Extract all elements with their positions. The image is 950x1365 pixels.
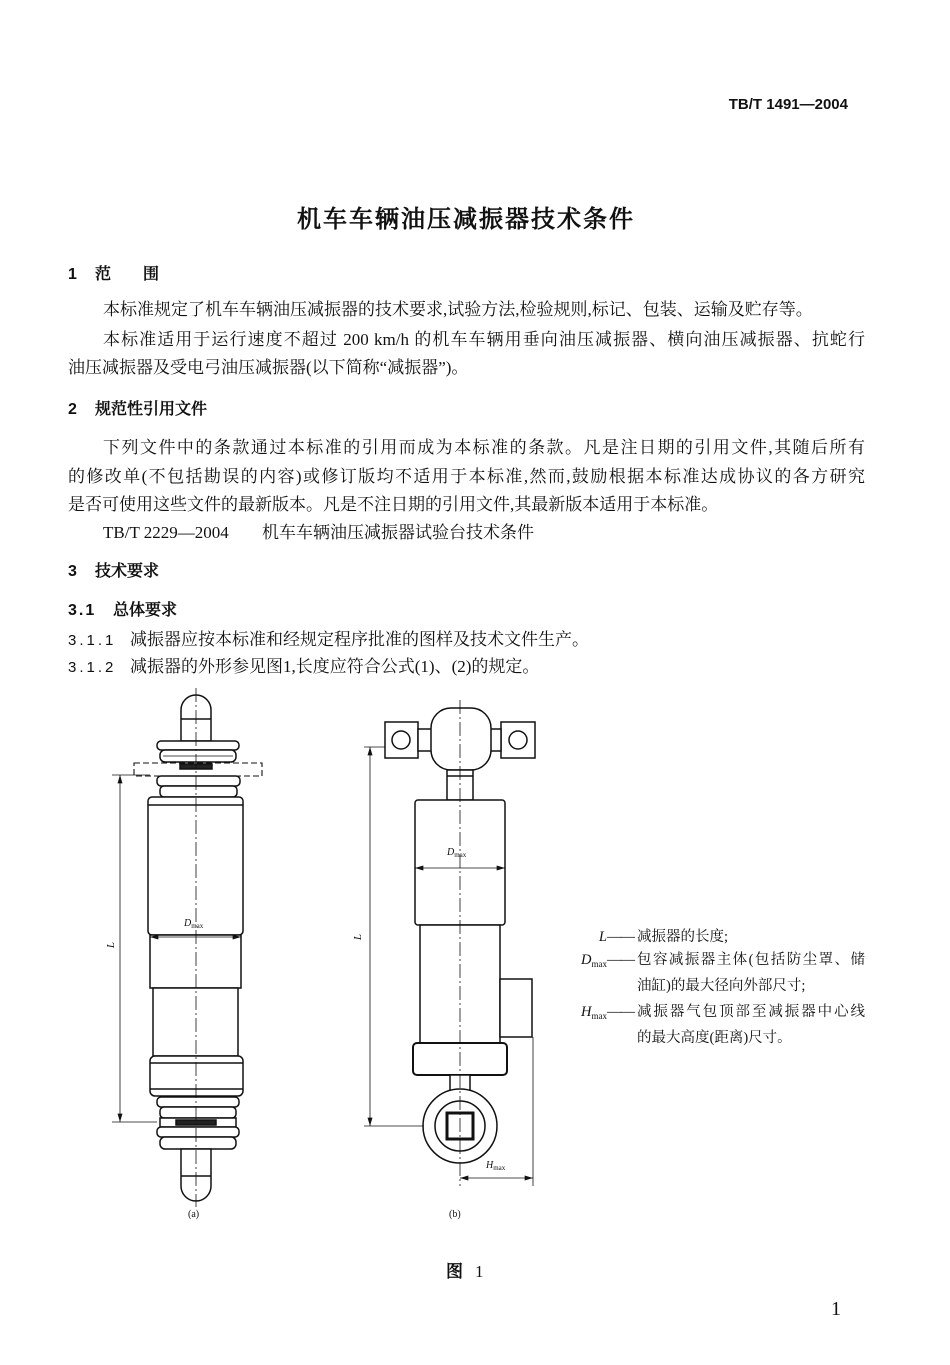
legend-symbol	[560, 928, 607, 946]
section-2-paragraph-line-3: 是否可使用这些文件的最新版本。凡是不注日期的引用文件,其最新版本适用于本标准。	[68, 495, 719, 514]
section-title: 规范性引用文件	[95, 401, 208, 418]
subfigure-label-a: (a)	[188, 1209, 200, 1220]
dmax-symbol: D	[184, 918, 192, 929]
clause-text: 减振器的外形参见图1,长度应符合公式(1)、(2)的规定。	[130, 657, 540, 676]
dmax-subscript: max	[454, 851, 467, 859]
legend-symbol-letter: D	[581, 952, 592, 968]
section-2-paragraph-line-2: 的修改单(不包括勘误的内容)或修订版均不适用于本标准,然而,鼓励根据本标准达成协议的各方研究	[68, 467, 865, 486]
cylinder-upper	[150, 935, 241, 988]
standard-code-header: TB/T 1491—2004	[728, 96, 848, 113]
section-title: 范 围	[95, 266, 160, 283]
figure-caption-prefix: 图	[446, 1262, 463, 1281]
shock-absorber-b	[364, 700, 535, 1186]
legend-symbol-subscript: max	[591, 959, 607, 969]
top-washer	[157, 741, 239, 750]
figure-caption-number: 1	[475, 1262, 484, 1281]
legend-item-length	[560, 928, 865, 946]
right-lug-hole	[509, 731, 527, 749]
legend-description: 减振器气包顶部至减振器中心线	[637, 1004, 865, 1020]
legend-symbol-letter: L	[598, 929, 607, 945]
cylinder-middle	[153, 988, 238, 1056]
side-reservoir	[500, 979, 532, 1037]
page-number: 1	[831, 1298, 841, 1320]
dmax-subscript: max	[191, 922, 204, 930]
top-rubber-pad-lower	[160, 786, 237, 797]
bottom-washer	[157, 1097, 239, 1107]
clause-text: 减振器应按本标准和经规定程序批准的图样及技术文件生产。	[130, 630, 589, 649]
dmax-symbol: D	[447, 847, 455, 858]
reference-name: 机车车辆油压减振器试验台技术条件	[262, 523, 534, 542]
legend-symbol-subscript: max	[591, 1011, 607, 1021]
section-1-paragraph-2-line-2: 油压减振器及受电弓油压减振器(以下简称“减振器”)。	[68, 358, 469, 377]
document-title: 机车车辆油压减振器技术条件	[297, 206, 635, 233]
shock-absorber-a	[112, 688, 262, 1207]
section-2-paragraph-line-1: 下列文件中的条款通过本标准的引用而成为本标准的条款。凡是注日期的引用文件,其随后所有	[103, 438, 865, 457]
top-washer-lower	[157, 776, 240, 786]
legend-symbol-letter: H	[581, 1004, 592, 1020]
section-number: 1	[68, 266, 77, 283]
section-1-paragraph-2-line-1: 本标准适用于运行速度不超过 200 km/h 的机车车辆用垂向油压减振器、横向油压减振器、抗蛇行	[103, 330, 865, 349]
clause-number: 3.1.2	[68, 659, 117, 676]
legend-dmax-continuation: 油缸)的最大径向外部尺寸;	[637, 978, 806, 994]
legend-dash: ——	[607, 952, 634, 968]
legend-item-dmax	[560, 951, 865, 969]
cylinder-bottom-cap	[150, 1056, 243, 1096]
length-label-b: L	[352, 933, 365, 941]
legend-dash: ——	[607, 1004, 634, 1020]
left-lug-arm	[418, 729, 432, 751]
legend-dash: ——	[607, 929, 634, 945]
dmax-label-a	[184, 918, 203, 930]
legend-description: 减振器的长度;	[637, 929, 729, 945]
legend-hmax-continuation: 的最大高度(距离)尺寸。	[637, 1030, 792, 1046]
subsection-title: 总体要求	[113, 602, 178, 619]
legend-symbol	[560, 1003, 607, 1021]
bottom-rubber-pad	[160, 1107, 236, 1118]
legend-symbol	[560, 951, 607, 969]
section-1-paragraph-1-line-1: 本标准规定了机车车辆油压减振器的技术要求,试验方法,检验规则,标记、包装、运输及贮存等。	[103, 300, 813, 319]
subfigure-label-b: (b)	[449, 1209, 461, 1220]
subsection-number: 3.1	[68, 602, 97, 619]
dmax-label-b	[447, 847, 466, 859]
figure-caption	[446, 1262, 484, 1282]
bottom-rubber-pad-lower	[160, 1137, 236, 1149]
section-number: 3	[68, 563, 77, 580]
left-lug-hole	[392, 731, 410, 749]
section-number: 2	[68, 401, 77, 418]
length-label-a: L	[105, 941, 118, 949]
legend-item-hmax	[560, 1003, 865, 1021]
hmax-label	[486, 1160, 505, 1172]
section-title: 技术要求	[95, 563, 160, 580]
clause-number: 3.1.1	[68, 632, 117, 649]
reference-code: TB/T 2229—2004	[103, 523, 229, 542]
hmax-subscript: max	[493, 1164, 506, 1172]
top-eye-bush	[431, 708, 491, 770]
legend-description: 包容减振器主体(包括防尘罩、储	[637, 952, 865, 968]
hmax-symbol: H	[486, 1160, 494, 1171]
dust-cover	[148, 797, 243, 935]
bottom-washer-lower	[157, 1127, 239, 1137]
